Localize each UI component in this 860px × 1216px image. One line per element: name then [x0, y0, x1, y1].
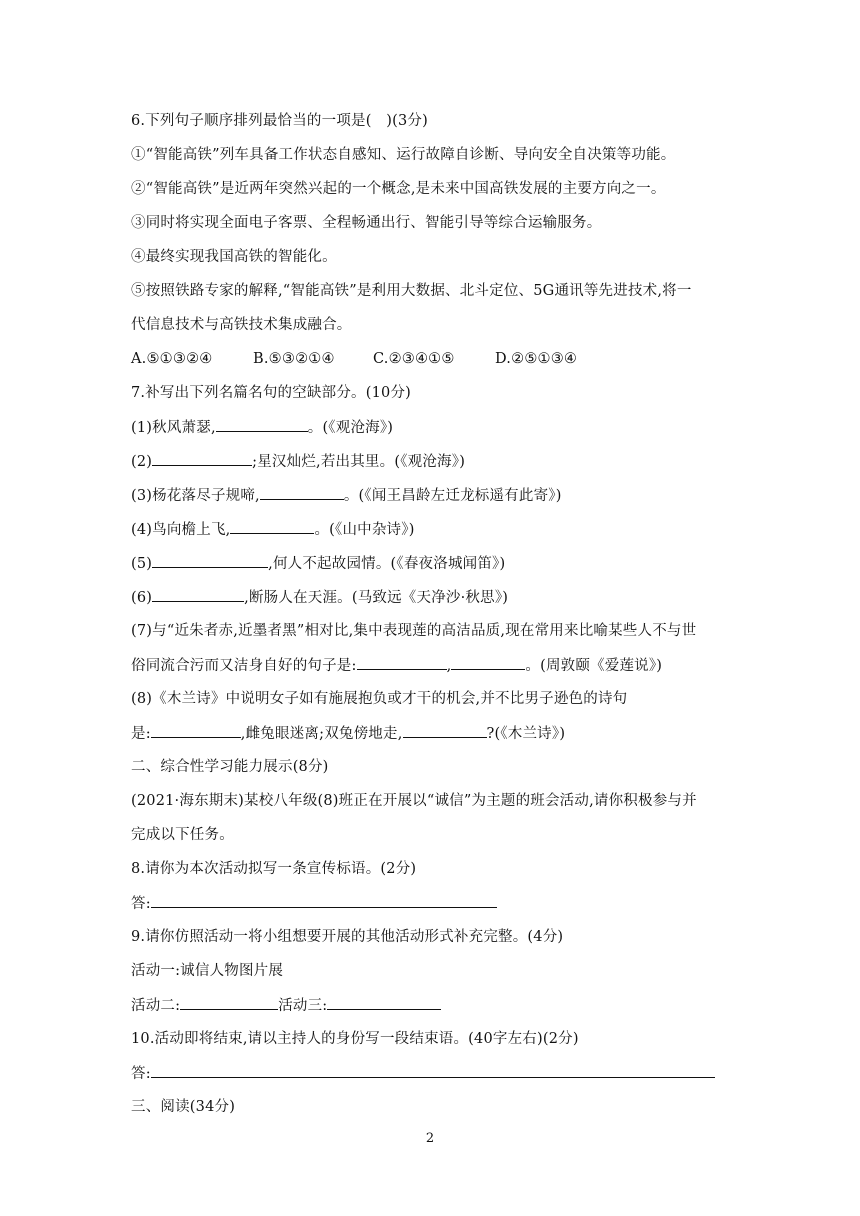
q7-item-1-text: (1)秋风萧瑟, [131, 420, 216, 436]
q6-sentence-2: ②“智能高铁”是近两年突然兴起的一个概念,是未来中国高铁发展的主要方向之一。 [131, 181, 666, 197]
q6-option-d: D.②⑤①③④ [495, 351, 578, 367]
q6-option-b: B.⑤③②①④ [253, 351, 335, 367]
q7-item-8-text: ,雌兔眼迷离;双兔傍地走, [240, 726, 403, 742]
q7-item-5-number: (5) [131, 556, 153, 572]
q7-item-6 [131, 587, 508, 608]
q6-sentence-5-line1: ⑤按照铁路专家的解释,“智能高铁”是利用大数据、北斗定位、5G通讯等先进技术,将一 [131, 283, 692, 299]
q7-item-7-comma: , [446, 658, 452, 674]
answer-blank[interactable] [152, 587, 244, 602]
activity-3-label: 活动三: [278, 998, 328, 1014]
q6-stem: 6.下列句子顺序排列最恰当的一项是( )(3分) [131, 113, 428, 129]
q7-item-2-number: (2) [131, 454, 153, 470]
q7-item-2-text: ;星汉灿烂,若出其里。(《观沧海》) [252, 454, 466, 470]
activity-2-label: 活动二: [131, 998, 181, 1014]
q6-sentence-4: ④最终实现我国高铁的智能化。 [131, 249, 337, 265]
answer-line[interactable] [151, 893, 497, 908]
answer-blank[interactable] [451, 655, 525, 670]
q7-item-8-prompt: 是: [131, 726, 151, 742]
q6-option-a: A.⑤①③②④ [131, 351, 213, 367]
q9-activity-1: 活动一:诚信人物图片展 [131, 963, 284, 979]
answer-line[interactable] [151, 1063, 715, 1078]
q7-item-7-line1: (7)与“近朱者赤,近墨者黑”相对比,集中表现莲的高洁品质,现在常用来比喻某些人不与世 [131, 623, 697, 639]
q6-sentence-1: ①“智能高铁”列车具备工作状态自感知、运行故障自诊断、导向安全自决策等功能。 [131, 147, 676, 163]
q7-item-4-source: 。(《山中杂诗》) [314, 522, 415, 538]
answer-blank[interactable] [216, 417, 308, 432]
section-2-intro-line2: 完成以下任务。 [131, 827, 234, 843]
q7-item-1 [131, 417, 393, 438]
activity-3-blank[interactable] [327, 995, 441, 1010]
q7-stem: 7.补写出下列名篇名句的空缺部分。(10分) [131, 385, 411, 401]
q6-options [131, 349, 577, 369]
q7-item-1-source: 。(《观沧海》) [307, 420, 394, 436]
answer-blank[interactable] [357, 655, 447, 670]
q7-item-3-source: 。(《闻王昌龄左迁龙标遥有此寄》) [343, 488, 562, 504]
section-3-title: 三、阅读(34分) [131, 1099, 236, 1115]
answer-blank[interactable] [260, 485, 344, 500]
q7-item-7-line2 [131, 655, 662, 676]
q10-stem: 10.活动即将结束,请以主持人的身份写一段结束语。(40字左右)(2分) [131, 1031, 579, 1047]
q6-option-c: C.②③④①⑤ [373, 351, 455, 367]
q7-item-8-line1: (8)《木兰诗》中说明女子如有施展抱负或才干的机会,并不比男子逊色的诗句 [131, 691, 628, 707]
answer-label: 答: [131, 1066, 151, 1082]
q7-item-7-prompt: 俗同流合污而又洁身自好的句子是: [131, 658, 357, 674]
q9-stem: 9.请你仿照活动一将小组想要开展的其他活动形式补充完整。(4分) [131, 929, 564, 945]
q7-item-5-text: ,何人不起故园情。(《春夜洛城闻笛》) [268, 556, 506, 572]
answer-blank[interactable] [152, 553, 268, 568]
q7-item-6-text: ,断肠人在天涯。(马致远《天净沙·秋思》) [244, 590, 509, 606]
answer-blank[interactable] [151, 723, 241, 738]
q6-sentence-3: ③同时将实现全面电子客票、全程畅通出行、智能引导等综合运输服务。 [131, 215, 602, 231]
q8-answer [131, 893, 497, 914]
q9-activities-2-3 [131, 995, 441, 1016]
activity-2-blank[interactable] [180, 995, 278, 1010]
q7-item-3 [131, 485, 562, 506]
q7-item-4 [131, 519, 415, 540]
q7-item-8-line2 [131, 723, 565, 744]
q8-stem: 8.请你为本次活动拟写一条宣传标语。(2分) [131, 861, 417, 877]
q7-item-7-source: 。(周敦颐《爱莲说》) [525, 658, 663, 674]
q7-item-2 [131, 451, 465, 472]
q7-item-3-text: (3)杨花落尽子规啼, [131, 488, 260, 504]
page-number: 2 [425, 1131, 435, 1146]
q10-answer [131, 1063, 715, 1084]
q6-sentence-5-line2: 代信息技术与高铁技术集成融合。 [131, 317, 352, 333]
q7-item-5 [131, 553, 505, 574]
q7-item-6-number: (6) [131, 590, 153, 606]
section-2-intro-line1: (2021·海东期末)某校八年级(8)班正在开展以“诚信”为主题的班会活动,请你积极参与并 [131, 793, 697, 809]
answer-blank[interactable] [403, 723, 487, 738]
q7-item-4-text: (4)鸟向檐上飞, [131, 522, 231, 538]
answer-blank[interactable] [230, 519, 314, 534]
section-2-title: 二、综合性学习能力展示(8分) [131, 759, 329, 775]
q7-item-8-source: ?(《木兰诗》) [486, 726, 566, 742]
answer-blank[interactable] [152, 451, 252, 466]
answer-label: 答: [131, 896, 151, 912]
